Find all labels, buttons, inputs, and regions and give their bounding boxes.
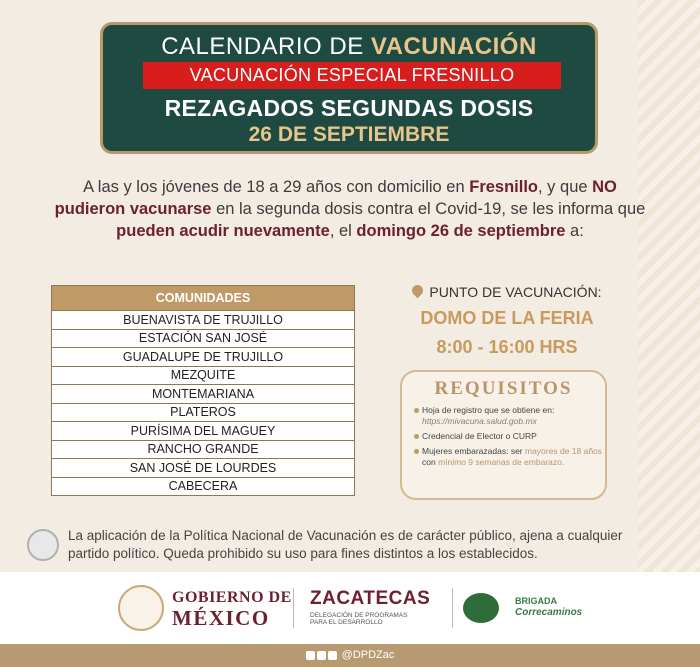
- table-row: GUADALUPE DE TRUJILLO: [52, 348, 355, 367]
- footer-logos: [0, 572, 700, 644]
- intro-text: A las y los jóvenes de 18 a 29 años con domicilio en Fresnillo, y que NO pudieron vacunarse en la segunda dosis contra el Covid-19, se les informa que pueden acudir nuevamente, el domingo 26 de septiembre a:: [54, 178, 646, 240]
- requirement-item: Mujeres embarazadas: ser mayores de 18 años con mínimo 9 semanas de embarazo.: [422, 446, 605, 468]
- instagram-icon: [328, 651, 337, 660]
- location-pin-icon: [410, 283, 426, 299]
- vaccination-point: [402, 284, 612, 358]
- gobierno-mexico-logo: GOBIERNO DE MÉXICO: [172, 589, 292, 630]
- point-label: PUNTO DE VACUNACIÓN:: [429, 284, 602, 300]
- zacatecas-logo: ZACATECAS DELEGACIÓN DE PROGRAMAS PARA EL DESARROLLO: [310, 588, 431, 626]
- disclaimer: La aplicación de la Política Nacional de Vacunación es de carácter público, ajena a cualquier partido político. Queda prohibido su uso para fines distintos a los establecidos.: [68, 528, 623, 561]
- point-place: DOMO DE LA FERIA: [420, 308, 594, 328]
- table-row: MEZQUITE: [52, 366, 355, 385]
- table-row: CABECERA: [52, 477, 355, 496]
- requirement-item: Credencial de Elector o CURP: [422, 431, 605, 442]
- point-time: 8:00 - 16:00 HRS: [436, 337, 578, 357]
- twitter-icon: [317, 651, 326, 660]
- special-label: VACUNACIÓN ESPECIAL FRESNILLO: [143, 62, 561, 89]
- divider: [293, 588, 294, 628]
- table-row: RANCHO GRANDE: [52, 440, 355, 459]
- requirement-item: Hoja de registro que se obtiene en: https://mivacuna.salud.gob.mx: [422, 405, 605, 427]
- banner-title: CALENDARIO DE VACUNACIÓN: [161, 33, 537, 60]
- table-row: BUENAVISTA DE TRUJILLO: [52, 311, 355, 330]
- decorative-pattern: [638, 0, 700, 572]
- banner-date: 26 DE SEPTIEMBRE: [248, 123, 450, 146]
- coat-of-arms-icon: [118, 585, 164, 631]
- correcaminos-bird-icon: [463, 593, 499, 623]
- registration-link[interactable]: https://mivacuna.salud.gob.mx: [422, 416, 537, 426]
- facebook-icon: [306, 651, 315, 660]
- table-header: COMUNIDADES: [52, 286, 355, 311]
- communities-table: [51, 285, 355, 496]
- banner-subtitle: REZAGADOS SEGUNDAS DOSIS: [164, 95, 534, 121]
- table-row: PURÍSIMA DEL MAGUEY: [52, 422, 355, 441]
- requirements-box: [400, 370, 607, 500]
- title-banner: [100, 22, 598, 154]
- national-seal-icon: [27, 529, 59, 561]
- social-handle[interactable]: @DPDZac: [341, 649, 395, 661]
- divider: [452, 588, 453, 628]
- table-row: ESTACIÓN SAN JOSÉ: [52, 329, 355, 348]
- table-row: MONTEMARIANA: [52, 385, 355, 404]
- table-row: PLATEROS: [52, 403, 355, 422]
- table-row: SAN JOSÉ DE LOURDES: [52, 459, 355, 478]
- social-bar: [0, 644, 700, 667]
- left-margin: [0, 0, 10, 572]
- requirements-title: REQUISITOS: [434, 378, 573, 399]
- brigada-logo: BRIGADA Correcaminos: [515, 596, 583, 618]
